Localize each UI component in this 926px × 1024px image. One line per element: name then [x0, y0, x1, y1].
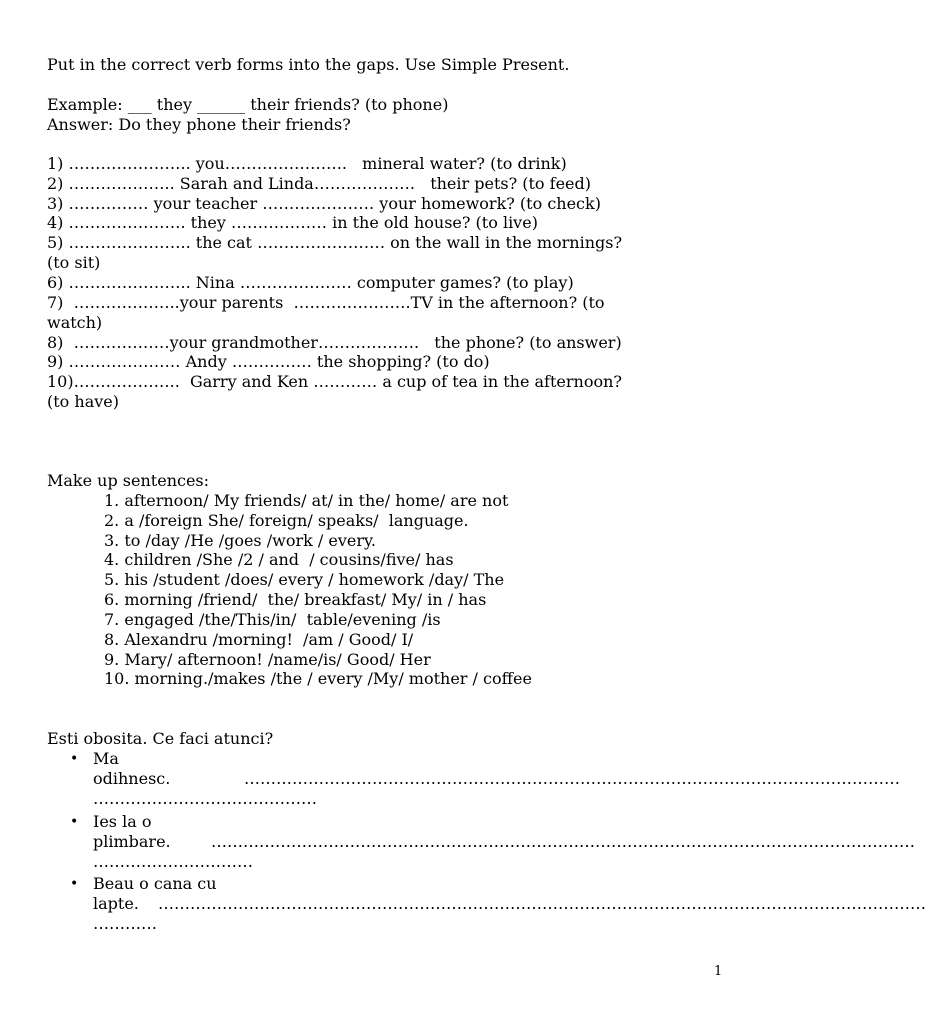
sentence-item: 8. Alexandru /morning! /am / Good/ I/	[104, 630, 414, 649]
exercise-line: 1) ………………….. you………………….. mineral water? (to drink)	[47, 154, 567, 173]
bullet-text: plimbare.	[93, 832, 171, 851]
bullet-text: Ma	[93, 749, 119, 768]
exercise-line: 7) ………………..your parents ………………….TV in the afternoon? (to	[47, 293, 605, 312]
exercise-line: (to sit)	[47, 253, 101, 272]
sentence-item: 7. engaged /the/This/in/ table/evening /is	[104, 610, 441, 629]
exercise-line: watch)	[47, 313, 103, 332]
sentence-item: 6. morning /friend/ the/ breakfast/ My/ in / has	[104, 590, 487, 609]
answer-blank: ……………………………………	[93, 789, 317, 808]
exercise-line: 6) ………………….. Nina ………………… computer games? (to play)	[47, 273, 574, 292]
exercise-line: 2) ……………….. Sarah and Linda………………. their pets? (to feed)	[47, 174, 591, 193]
sentence-item: 5. his /student /does/ every / homework /day/ The	[104, 570, 505, 589]
sentence-item: 2. a /foreign She/ foreign/ speaks/ language.	[104, 511, 469, 530]
exercise-line: 8) ………………your grandmother………………. the phone? (to answer)	[47, 333, 622, 352]
answer-blank: ……………………………………………………………………………………………………………	[244, 769, 900, 788]
exercise-line: (to have)	[47, 392, 119, 411]
answer-blank: …………	[93, 914, 157, 933]
sentence-item: 1. afternoon/ My friends/ at/ in the/ home/ are not	[104, 491, 509, 510]
section-title: Make up sentences:	[47, 471, 210, 490]
example: Example: ___ they ______ their friends? (to phone)	[47, 95, 449, 114]
instruction: Put in the correct verb forms into the gaps. Use Simple Present.	[47, 55, 570, 74]
exercise-line: 5) ………………….. the cat …………………… on the wall in the mornings?	[47, 233, 623, 252]
sentence-item: 9. Mary/ afternoon! /name/is/ Good/ Her	[104, 650, 431, 669]
sentence-item: 10. morning./makes /the / every /My/ mother / coffee	[104, 669, 532, 688]
answer-blank: ……………………………………………………………………………………………………………………	[211, 832, 915, 851]
answer-blank: …………………………	[93, 852, 253, 871]
bullet-text: lapte.	[93, 894, 139, 913]
answer-blank: ………………………………………………………………………………………………………………………………	[158, 894, 926, 913]
exercise-line: 4) …………………. they ……………… in the old house? (to live)	[47, 213, 538, 232]
exercise-line: 3) …………… your teacher ………………… your homework? (to check)	[47, 194, 601, 213]
sentence-item: 3. to /day /He /goes /work / every.	[104, 531, 376, 550]
bullet-icon: •	[70, 814, 79, 830]
bullet-text: odihnesc.	[93, 769, 171, 788]
exercise-line: 10)……………….. Garry and Ken ………… a cup of tea in the afternoon?	[47, 372, 622, 391]
section-title: Esti obosita. Ce faci atunci?	[47, 729, 274, 748]
bullet-text: Beau o cana cu	[93, 874, 217, 893]
bullet-text: Ies la o	[93, 812, 152, 831]
bullet-icon: •	[70, 751, 79, 767]
bullet-icon: •	[70, 876, 79, 892]
page-number: 1	[714, 964, 723, 979]
sentence-item: 4. children /She /2 / and / cousins/five/ has	[104, 550, 454, 569]
exercise-line: 9) ………………… Andy …………… the shopping? (to do)	[47, 352, 490, 371]
answer: Answer: Do they phone their friends?	[47, 115, 351, 134]
